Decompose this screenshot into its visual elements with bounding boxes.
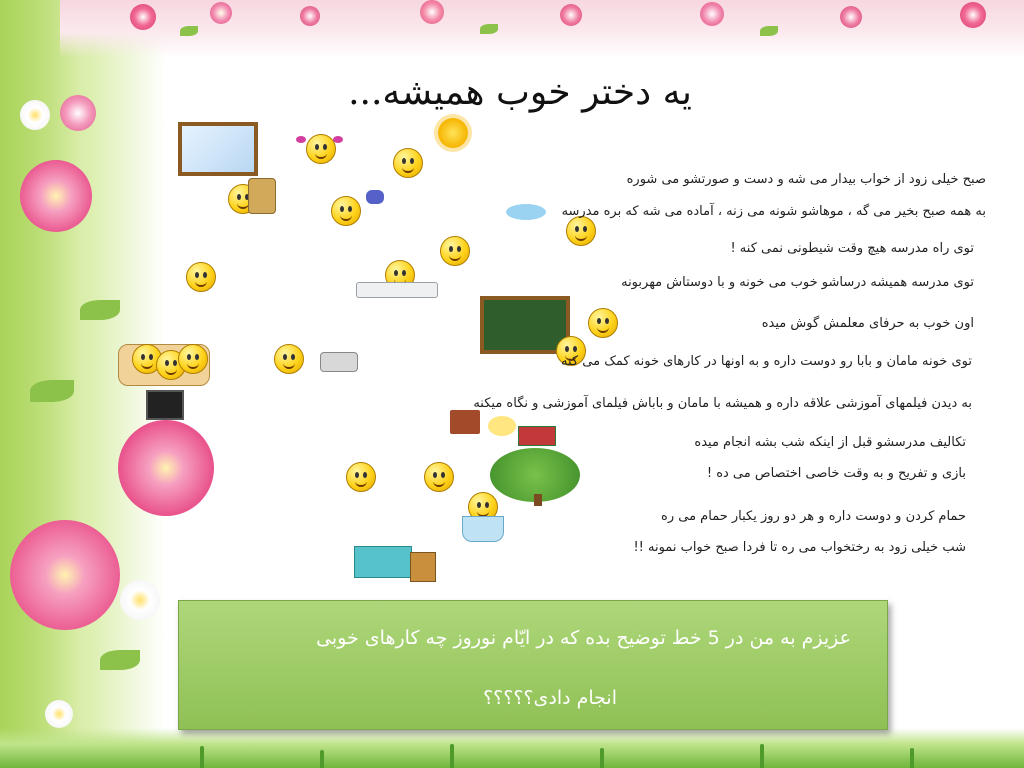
lamp-icon	[488, 416, 516, 436]
callout-line-1: عزیزم به من در 5 خط توضیح بده که در ایّام نوروز چه کارهای خوبی	[316, 627, 851, 649]
smiley-jumping-icon	[440, 236, 470, 266]
flower-icon	[840, 6, 862, 28]
leaf-icon	[80, 300, 120, 320]
flower-icon	[420, 0, 444, 24]
smiley-girl-icon	[393, 148, 423, 178]
smiley-girl-icon	[306, 134, 336, 164]
smiley-playing-icon	[346, 462, 376, 492]
smiley-cowboy-icon	[424, 462, 454, 492]
pink-flower-icon	[10, 520, 120, 630]
flower-icon	[560, 4, 582, 26]
text-line: اون خوب به حرفای معلمش گوش میده	[761, 316, 974, 331]
pink-flower-icon	[20, 160, 92, 232]
water-splash-icon	[506, 204, 546, 220]
text-line: به همه صبح بخیر می گه ، موهاشو شونه می زنه ، آماده می شه که بره مدرسه	[561, 204, 986, 219]
pink-flower-icon	[118, 420, 214, 516]
grass-blade	[910, 748, 914, 768]
white-flower-icon	[45, 700, 73, 728]
nightstand-icon	[410, 552, 436, 582]
smiley-vacuum-icon	[274, 344, 304, 374]
vacuum-icon	[320, 352, 358, 372]
leaf-icon	[480, 24, 498, 34]
tv-icon	[146, 390, 184, 420]
bow-icon	[296, 136, 306, 143]
smiley-hairdryer-icon	[331, 196, 361, 226]
text-line: توی خونه مامان و بابا رو دوست داره و به اونها در کارهای خونه کمک می کنه	[561, 354, 972, 369]
hairdryer-icon	[366, 190, 384, 204]
sun-icon	[438, 118, 468, 148]
white-flower-icon	[120, 580, 160, 620]
bow-icon	[333, 136, 343, 143]
grass-blade	[760, 744, 764, 768]
bathtub-icon	[462, 516, 504, 542]
text-line: شب خیلی زود به رختخواب می ره تا فردا صبح خواب نمونه !!	[633, 540, 966, 555]
books-icon	[450, 410, 480, 434]
flower-icon	[300, 6, 320, 26]
white-flower-icon	[20, 100, 50, 130]
text-line: به دیدن فیلمهای آموزشی علاقه داره و همیشه با مامان و باباش فیلمای آموزشی و نگاه میکنه	[473, 396, 972, 411]
book-stack-icon	[518, 426, 556, 446]
grass-blade	[450, 744, 454, 768]
text-line: تکالیف مدرسشو قبل از اینکه شب بشه انجام میده	[694, 435, 966, 450]
text-line: توی راه مدرسه هیچ وقت شیطونی نمی کنه !	[730, 241, 974, 256]
smiley-walking-icon	[566, 216, 596, 246]
mirror-icon	[178, 122, 258, 176]
grass-blade	[600, 748, 604, 768]
text-line: توی مدرسه همیشه درساشو خوب می خونه و با دوستاش مهربونه	[621, 275, 974, 290]
callout-line-2: انجام دادی؟؟؟؟؟	[483, 687, 617, 709]
leaf-icon	[30, 380, 74, 402]
sink-icon	[248, 178, 276, 214]
smiley-family-icon	[178, 344, 208, 374]
slide-title: یه دختر خوب همیشه...	[348, 72, 692, 113]
leaf-icon	[100, 650, 140, 670]
leaf-icon	[180, 26, 198, 36]
flower-icon	[960, 2, 986, 28]
text-line: بازی و تفریح و به وقت خاصی اختصاص می ده !	[706, 466, 966, 481]
grass-border	[0, 728, 1024, 768]
smiley-teacher-icon	[588, 308, 618, 338]
text-line: حمام کردن و دوست داره و هر دو روز یکبار حمام می ره	[661, 509, 966, 524]
book-icon	[356, 282, 438, 298]
flower-icon	[130, 4, 156, 30]
text-line: صبح خیلی زود از خواب بیدار می شه و دست و صورتشو می شوره	[626, 172, 986, 187]
grass-blade	[320, 750, 324, 768]
tree-trunk-icon	[534, 494, 542, 506]
flower-icon	[700, 2, 724, 26]
top-floral-border	[60, 0, 1024, 58]
grass-blade	[200, 746, 204, 768]
question-callout-box	[178, 600, 888, 730]
pink-flower-icon	[60, 95, 96, 131]
flower-icon	[210, 2, 232, 24]
leaf-icon	[760, 26, 778, 36]
bed-icon	[354, 546, 412, 578]
smiley-greeting-icon	[186, 262, 216, 292]
